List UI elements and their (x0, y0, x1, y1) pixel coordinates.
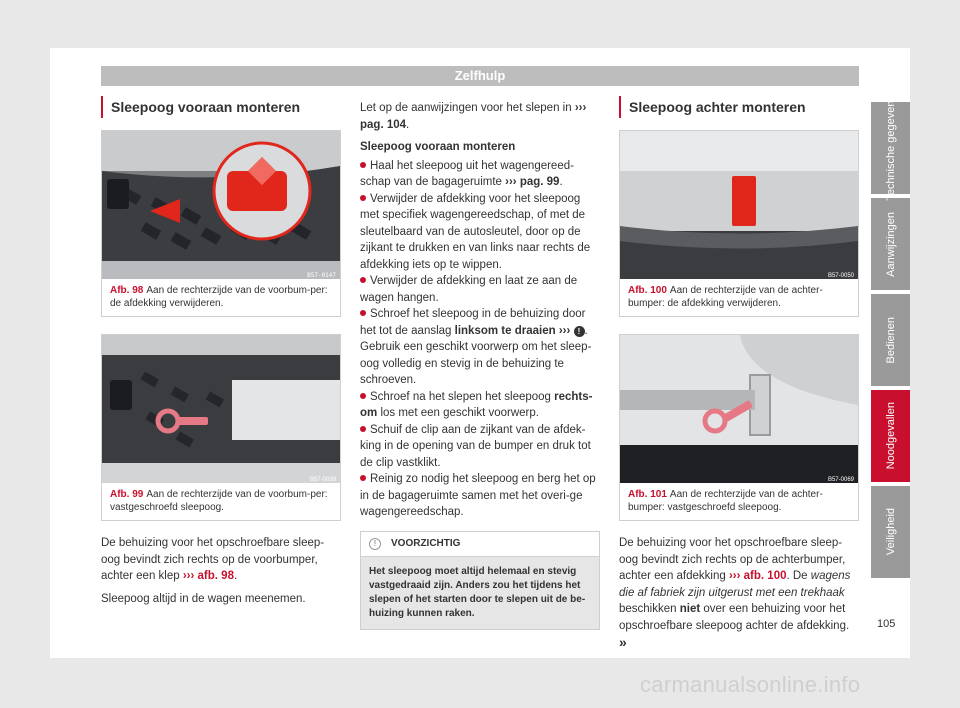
tab-technische-gegevens[interactable]: Technische gegevens (871, 102, 910, 194)
figure-caption (620, 483, 858, 520)
step-3: Verwijder de afdekking en laat ze aan de wagen hangen. (360, 275, 578, 304)
warning-mark-icon: ! (574, 326, 585, 337)
figure-caption (102, 483, 340, 520)
chapter-tabs (871, 95, 910, 582)
caution-icon: ! (369, 538, 381, 550)
link-warning[interactable]: ››› (555, 324, 574, 337)
continue-icon: » (619, 634, 627, 650)
caption-text: Aan de rechterzijde van de achter-bumper: vastgeschroefd sleepoog. (628, 489, 823, 513)
figure-98 (101, 130, 341, 317)
bullet-icon (360, 162, 366, 168)
figure-99 (101, 334, 341, 521)
paragraph-housing-front: De behuizing voor het opschroefbare sleep-oog bevindt zich rechts op de voorbumper, achter een klep ››› afb. 98. (101, 537, 325, 582)
subheading-front-mount: Sleepoog vooraan monteren (360, 141, 516, 153)
right-column (619, 96, 859, 659)
watermark: carmanualsonline.info (640, 672, 861, 697)
step-2: Verwijder de afdekking voor het sleepoog met specifiek wagengereedschap, of met de sleutelbaard van de autosleutel, door op de zijkant te drukken en van links naar rechts de afdekking iets op te wippen. (360, 192, 591, 271)
tab-bedienen[interactable]: Bedienen (871, 294, 910, 386)
figure-code: B57-0050 (827, 273, 854, 279)
paragraph-intro: Let op de aanwijzingen voor het slepen in ››› pag. 104. (360, 102, 587, 131)
chapter-header: Zelfhulp (101, 66, 859, 86)
figure-number: Afb. 101 (628, 489, 667, 500)
bullet-icon (360, 195, 366, 201)
page-number: 105 (877, 618, 896, 630)
section-title-front: Sleepoog vooraan monteren (101, 96, 341, 118)
figure-code: B57-0039 (309, 477, 336, 483)
bullet-icon (360, 393, 366, 399)
step-7: Reinig zo nodig het sleepoog en berg het op in de bagageruimte samen met het overi-ge wagengereedschap. (360, 473, 596, 518)
figure-number: Afb. 100 (628, 285, 667, 296)
link-afb-98[interactable]: ››› afb. 98 (182, 570, 234, 582)
figure-caption (620, 279, 858, 316)
caption-text: Aan de rechterzijde van de voorbum-per: vastgeschroefd sleepoog. (110, 489, 328, 513)
photo-rear-eye-mounted (620, 335, 858, 483)
figure-code: B57-0147 (307, 272, 336, 279)
figure-number: Afb. 98 (110, 285, 144, 296)
tab-veiligheid[interactable]: Veiligheid (871, 486, 910, 578)
step-1: Haal het sleepoog uit het wagengereed-schap van de bagageruimte ››› pag. 99. (360, 159, 574, 188)
figure-101 (619, 334, 859, 521)
figure-code: B57-0069 (827, 477, 854, 483)
link-pag-104[interactable]: ››› pag. 104 (360, 102, 587, 131)
link-pag-99[interactable]: ››› pag. 99 (505, 176, 560, 188)
bullet-icon (360, 475, 366, 481)
section-title-rear: Sleepoog achter monteren (619, 96, 859, 118)
bullet-icon (360, 426, 366, 432)
warning-text: Het sleepoog moet altijd helemaal en stevig vastgedraaid zijn. Anders zou het tijdens het slepen of het starten door te slepen uit de be-huizing kunnen raken. (361, 557, 599, 629)
caption-text: Aan de rechterzijde van de voorbum-per: de afdekking verwijderen. (110, 285, 328, 309)
photo-rear-cover-removal (620, 131, 858, 279)
figure-100 (619, 130, 859, 317)
tab-aanwijzingen[interactable]: Aanwijzingen (871, 198, 910, 290)
figure-caption (102, 279, 340, 316)
warning-box (360, 531, 600, 630)
bullet-icon (360, 277, 366, 283)
bullet-icon (360, 310, 366, 316)
tab-noodgevallen[interactable]: Noodgevallen (871, 390, 910, 482)
paragraph-housing-rear: De behuizing voor het opschroefbare sleep-oog bevindt zich rechts op de achterbumper, achter een afdekking ››› afb. 100. De wagens die af fabriek zijn uitgerust met een trekhaak beschikken niet over een behuizing voor het opschroefbare sleepoog achter de afdekking. » (619, 537, 851, 650)
photo-front-cover-removal (102, 131, 340, 279)
middle-column (360, 100, 600, 630)
link-afb-100[interactable]: ››› afb. 100 (728, 570, 787, 582)
step-5: Schroef na het slepen het sleepoog rechts-om los met een geschikt voorwerp. (360, 390, 593, 419)
left-column (101, 96, 341, 613)
photo-front-eye-mounted (102, 335, 340, 483)
caption-text: Aan de rechterzijde van de achter-bumper: de afdekking verwijderen. (628, 285, 823, 309)
step-6: Schuif de clip aan de zijkant van de afdek-king in de opening van de bumper en druk tot de clip vastklikt. (360, 423, 591, 469)
warning-header: ! VOORZICHTIG (361, 532, 599, 557)
paragraph-keep-in-car: Sleepoog altijd in de wagen meenemen. (101, 592, 306, 605)
step-4: Schroef het sleepoog in de behuizing door het tot de aanslag linksom te draaien ››› ! . Gebruik een geschikt voorwerp om het sleep-oog volledig en stevig in de behuizing te schroeven. (360, 308, 592, 386)
figure-number: Afb. 99 (110, 489, 144, 500)
